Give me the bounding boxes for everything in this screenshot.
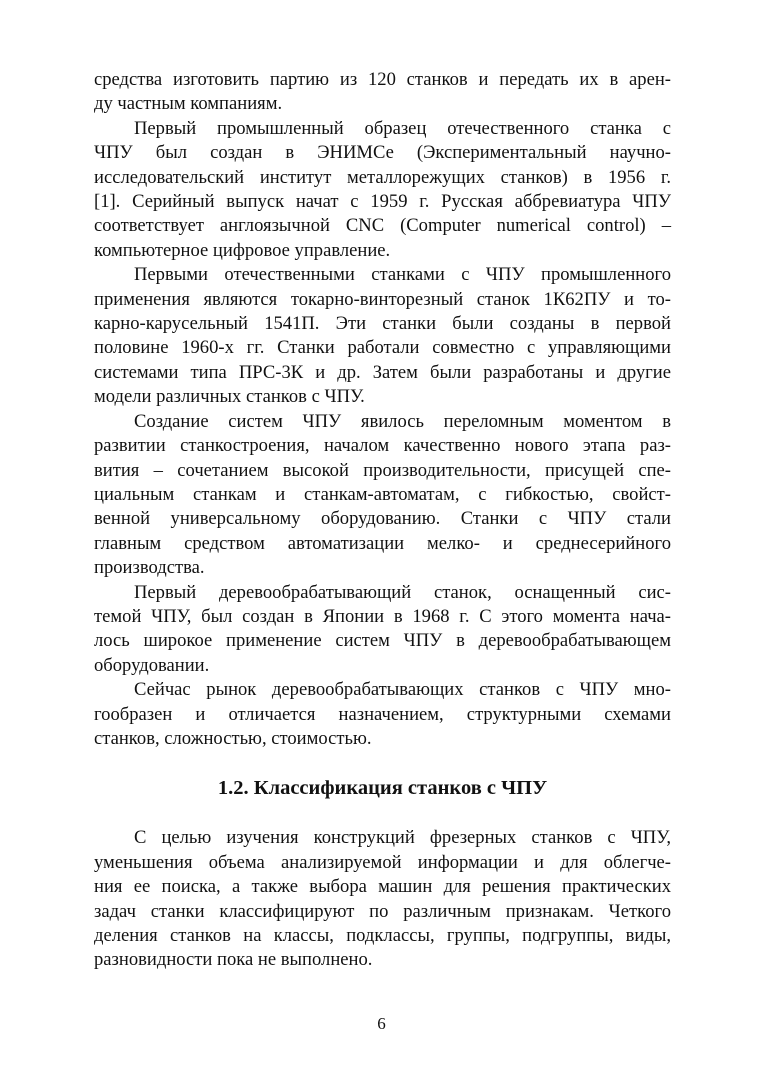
text-line: развитии станкостроения, началом качественно нового этапа раз-	[94, 435, 671, 457]
text-line: карно-карусельный 1541П. Эти станки были созданы в первой	[94, 313, 671, 335]
page-body	[94, 68, 671, 973]
text-line: деления станков на классы, подклассы, группы, подгруппы, виды,	[94, 925, 671, 946]
page-number: 6	[377, 1014, 386, 1033]
text-line: Сейчас рынок деревообрабатывающих станков с ЧПУ мно-	[134, 679, 671, 701]
text-line: задач станки классифицируют по различным признакам. Четкого	[94, 900, 671, 922]
text-block-before-heading	[94, 68, 671, 751]
text-line: циальным станкам и станкам-автоматам, с гибкостью, свойст-	[94, 483, 671, 505]
paragraph	[94, 678, 671, 751]
text-line: половине 1960-х гг. Станки работали совместно с управляющими	[94, 337, 671, 359]
section-heading: 1.2. Классификация станков с ЧПУ	[217, 777, 548, 800]
text-line: [1]. Серийный выпуск начат с 1959 г. Русская аббревиатура ЧПУ	[94, 191, 671, 213]
text-line: лось широкое применение систем ЧПУ в деревообрабатывающем	[94, 630, 671, 652]
text-line: соответствует англоязычной CNC (Computer numerical control) –	[94, 215, 671, 237]
text-line: темой ЧПУ, был создан в Японии в 1968 г. С этого момента нача-	[94, 605, 671, 627]
text-line: венной универсальному оборудованию. Станки с ЧПУ стали	[94, 508, 671, 530]
paragraph	[94, 263, 671, 409]
paragraph	[94, 581, 671, 679]
text-line: средства изготовить партию из 120 станков и передать их в арен-	[94, 69, 671, 90]
text-line: Первый промышленный образец отечественного станка с	[134, 117, 671, 139]
text-line: уменьшения объема анализируемой информации и для облегче-	[94, 851, 671, 873]
text-line: Первыми отечественными станками с ЧПУ промышленного	[134, 264, 671, 286]
text-line: применения являются токарно-винторезный станок 1К62ПУ и то-	[94, 288, 671, 310]
text-line: разновидности пока не выполнено.	[94, 949, 373, 971]
text-line: ду частным компаниям.	[94, 93, 283, 115]
text-line: С целью изучения конструкций фрезерных станков с ЧПУ,	[134, 827, 671, 849]
text-line: компьютерное цифровое управление.	[94, 239, 391, 261]
text-line: исследовательский институт металлорежущих станков) в 1956 г.	[94, 166, 671, 188]
text-line: модели различных станков с ЧПУ.	[94, 386, 365, 408]
paragraph	[94, 68, 671, 117]
text-line: гообразен и отличается назначением, структурными схемами	[94, 703, 671, 725]
text-line: Создание систем ЧПУ явилось переломным моментом в	[134, 410, 671, 432]
paragraph	[94, 117, 671, 263]
text-line: ЧПУ был создан в ЭНИМСе (Экспериментальный научно-	[94, 142, 671, 164]
text-line: системами типа ПРС-3К и др. Затем были разработаны и другие	[94, 361, 671, 383]
text-line: станков, сложностью, стоимостью.	[94, 727, 372, 749]
paragraph	[94, 826, 671, 972]
text-line: вития – сочетанием высокой производительности, присущей спе-	[94, 459, 671, 481]
text-line: оборудовании.	[94, 654, 210, 676]
text-line: производства.	[94, 557, 205, 579]
text-block-after-heading	[94, 826, 671, 972]
text-line: Первый деревообрабатывающий станок, оснащенный сис-	[134, 581, 671, 603]
text-line: ния ее поиска, а также выбора машин для решения практических	[94, 876, 671, 898]
paragraph	[94, 410, 671, 581]
text-line: главным средством автоматизации мелко- и среднесерийного	[94, 532, 671, 554]
